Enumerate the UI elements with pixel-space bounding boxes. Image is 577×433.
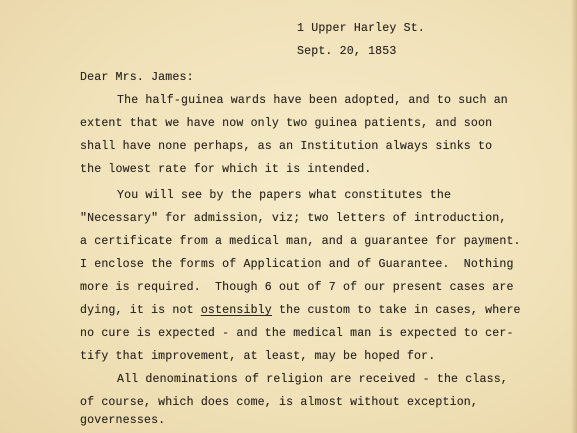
letter-line: more is required. Though 6 out of 7 of our present cases are bbox=[80, 281, 514, 294]
letter-address: 1 Upper Harley St. bbox=[297, 22, 425, 35]
letter-line: shall have none perhaps, as an Institution always sinks to bbox=[80, 140, 493, 153]
letter-salutation: Dear Mrs. James: bbox=[80, 71, 194, 84]
letter-line: a certificate from a medical man, and a guarantee for payment. bbox=[80, 235, 521, 248]
underlined-word: ostensibly bbox=[200, 304, 272, 317]
letter-line-with-underline bbox=[80, 304, 521, 318]
letter-text: the custom to take in cases, where bbox=[271, 304, 521, 317]
letter-line: no cure is expected - and the medical man is expected to cer- bbox=[80, 327, 514, 340]
letter-line: of course, which does come, is almost without exception, bbox=[80, 396, 479, 409]
page-edge-shadow bbox=[571, 0, 577, 433]
letter-line: the lowest rate for which it is intended. bbox=[80, 163, 372, 176]
letter-line: All denominations of religion are received - the class, bbox=[117, 373, 508, 386]
letter-line: You will see by the papers what constitutes the bbox=[117, 189, 452, 202]
letter-line: governesses. bbox=[80, 414, 166, 427]
letter-line: I enclose the forms of Application and of Guarantee. Nothing bbox=[80, 258, 514, 271]
letter-line: extent that we have now only two guinea patients, and soon bbox=[80, 117, 493, 130]
letter-line: tify that improvement, at least, may be hoped for. bbox=[80, 350, 436, 363]
letter-line: "Necessary" for admission, viz; two letters of introduction, bbox=[80, 212, 507, 225]
letter-line: The half-guinea wards have been adopted, and to such an bbox=[117, 94, 508, 107]
letter-date: Sept. 20, 1853 bbox=[297, 45, 397, 58]
letter-text: dying, it is not bbox=[80, 304, 201, 317]
